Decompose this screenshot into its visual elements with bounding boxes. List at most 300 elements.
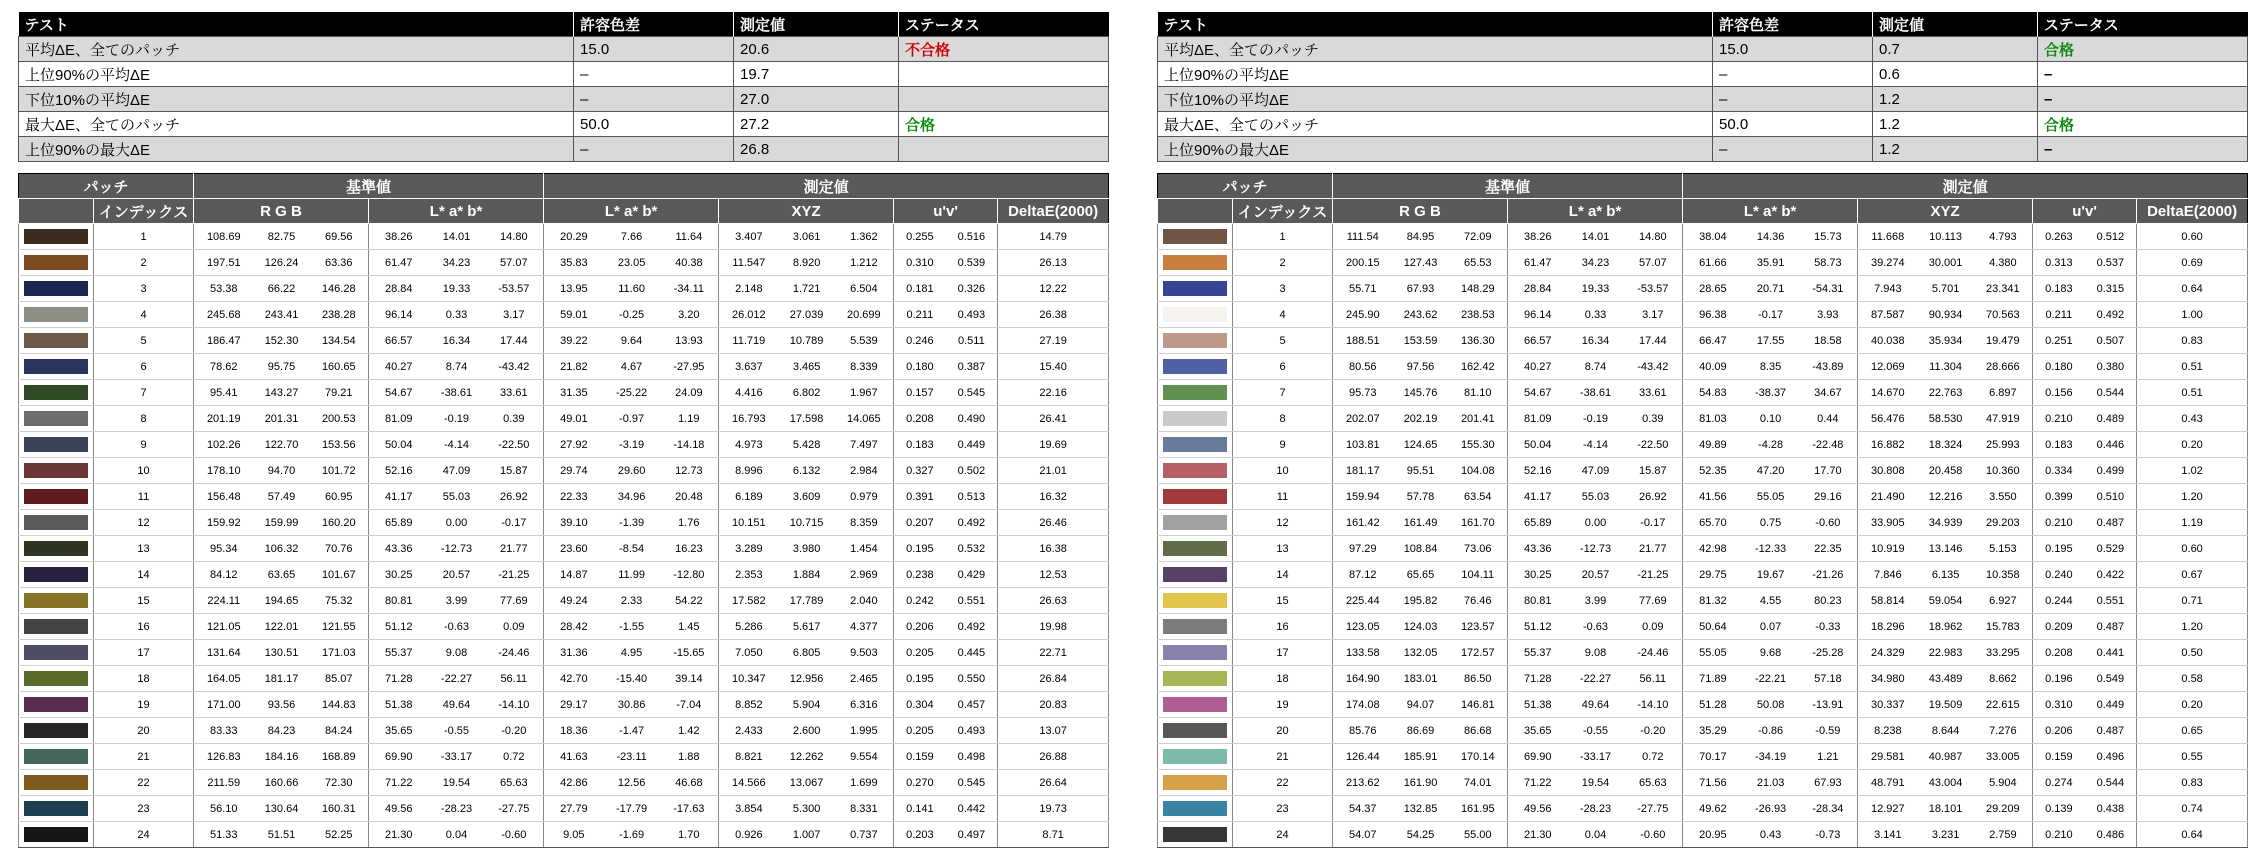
- ref-g: 161.49: [1393, 510, 1449, 536]
- meas-b-star: -0.33: [1799, 614, 1858, 640]
- meas-z: 2.465: [835, 666, 894, 692]
- meas-x: 16.882: [1858, 432, 1918, 458]
- meas-l: 29.17: [544, 692, 604, 718]
- ref-g: 82.75: [254, 224, 310, 250]
- delta-e: 14.79: [998, 224, 1109, 250]
- meas-a: 4.55: [1743, 588, 1799, 614]
- delta-e: 0.58: [2137, 666, 2248, 692]
- patch-header-row-1: [1158, 174, 2248, 199]
- meas-x: 5.286: [719, 614, 779, 640]
- meas-u: 0.304: [894, 692, 946, 718]
- meas-a: -0.25: [604, 302, 660, 328]
- delta-e: 0.20: [2137, 692, 2248, 718]
- meas-u: 0.251: [2033, 328, 2085, 354]
- ref-l: 38.26: [369, 224, 429, 250]
- delta-e: 22.71: [998, 640, 1109, 666]
- patch-row: [19, 588, 1109, 614]
- color-swatch: [1163, 359, 1227, 374]
- meas-a: 12.56: [604, 770, 660, 796]
- meas-a: -1.39: [604, 510, 660, 536]
- meas-l: 71.56: [1683, 770, 1743, 796]
- meas-a: 20.71: [1743, 276, 1799, 302]
- patch-index: 4: [94, 302, 194, 328]
- meas-y: 1.721: [779, 276, 835, 302]
- meas-v: 0.422: [2085, 562, 2137, 588]
- meas-a: -0.97: [604, 406, 660, 432]
- patch-swatch-cell: [1158, 718, 1233, 744]
- ref-g: 95.51: [1393, 458, 1449, 484]
- ref-b-star: -53.57: [1624, 276, 1683, 302]
- meas-y: 35.934: [1918, 328, 1974, 354]
- summary-measured: 1.2: [1873, 137, 2038, 162]
- patch-index: 7: [1233, 380, 1333, 406]
- delta-e: 26.64: [998, 770, 1109, 796]
- ref-r: 164.05: [194, 666, 254, 692]
- header-lab-measured: L* a* b*: [1683, 199, 1858, 224]
- meas-z: 29.209: [1974, 796, 2033, 822]
- meas-x: 10.151: [719, 510, 779, 536]
- meas-y: 12.956: [779, 666, 835, 692]
- summary-row: [19, 137, 1109, 162]
- summary-status: 合格: [2038, 37, 2248, 62]
- meas-l: 22.33: [544, 484, 604, 510]
- patch-index: 14: [94, 562, 194, 588]
- ref-r: 55.71: [1333, 276, 1393, 302]
- meas-a: 34.96: [604, 484, 660, 510]
- delta-e: 19.69: [998, 432, 1109, 458]
- patch-swatch-cell: [1158, 562, 1233, 588]
- patch-row: [1158, 770, 2248, 796]
- patch-row: [1158, 822, 2248, 848]
- ref-b: 160.65: [310, 354, 369, 380]
- ref-r: 54.37: [1333, 796, 1393, 822]
- ref-r: 123.05: [1333, 614, 1393, 640]
- patch-swatch-cell: [19, 484, 94, 510]
- patch-index: 5: [1233, 328, 1333, 354]
- meas-y: 22.983: [1918, 640, 1974, 666]
- patch-index: 22: [1233, 770, 1333, 796]
- meas-v: 0.512: [2085, 224, 2137, 250]
- ref-b-star: -14.10: [1624, 692, 1683, 718]
- ref-l: 51.12: [1508, 614, 1568, 640]
- meas-a: -1.47: [604, 718, 660, 744]
- delta-e: 0.51: [2137, 380, 2248, 406]
- ref-l: 66.57: [369, 328, 429, 354]
- meas-y: 10.789: [779, 328, 835, 354]
- summary-tolerance: –: [1713, 62, 1873, 87]
- ref-b: 72.30: [310, 770, 369, 796]
- patch-row: [19, 328, 1109, 354]
- meas-v: 0.387: [946, 354, 998, 380]
- meas-a: -8.54: [604, 536, 660, 562]
- meas-l: 49.24: [544, 588, 604, 614]
- header-uv: u'v': [2033, 199, 2137, 224]
- ref-g: 243.62: [1393, 302, 1449, 328]
- meas-x: 8.852: [719, 692, 779, 718]
- patch-row: [1158, 224, 2248, 250]
- color-swatch: [24, 281, 88, 296]
- meas-v: 0.487: [2085, 614, 2137, 640]
- meas-b-star: 1.76: [660, 510, 719, 536]
- patch-swatch-cell: [19, 380, 94, 406]
- patch-row: [1158, 744, 2248, 770]
- summary-status: 合格: [2038, 112, 2248, 137]
- patch-swatch-cell: [19, 718, 94, 744]
- ref-r: 224.11: [194, 588, 254, 614]
- meas-u: 0.181: [894, 276, 946, 302]
- ref-r: 201.19: [194, 406, 254, 432]
- meas-l: 59.01: [544, 302, 604, 328]
- ref-g: 194.65: [254, 588, 310, 614]
- meas-u: 0.210: [2033, 406, 2085, 432]
- summary-tolerance: 15.0: [1713, 37, 1873, 62]
- meas-l: 50.64: [1683, 614, 1743, 640]
- ref-a: -12.73: [1568, 536, 1624, 562]
- meas-y: 5.617: [779, 614, 835, 640]
- meas-b-star: -17.63: [660, 796, 719, 822]
- ref-l: 51.38: [1508, 692, 1568, 718]
- ref-b: 121.55: [310, 614, 369, 640]
- patch-swatch-cell: [1158, 380, 1233, 406]
- summary-row: [19, 62, 1109, 87]
- meas-y: 90.934: [1918, 302, 1974, 328]
- meas-x: 7.050: [719, 640, 779, 666]
- meas-b-star: -22.48: [1799, 432, 1858, 458]
- ref-l: 61.47: [1508, 250, 1568, 276]
- color-swatch: [24, 515, 88, 530]
- meas-z: 8.359: [835, 510, 894, 536]
- summary-table: [18, 12, 1109, 162]
- ref-l: 51.12: [369, 614, 429, 640]
- meas-b-star: 16.23: [660, 536, 719, 562]
- patch-swatch-cell: [1158, 510, 1233, 536]
- ref-a: 55.03: [429, 484, 485, 510]
- delta-e: 12.22: [998, 276, 1109, 302]
- ref-b-star: -43.42: [485, 354, 544, 380]
- ref-a: -0.63: [429, 614, 485, 640]
- meas-b-star: 34.67: [1799, 380, 1858, 406]
- ref-g: 94.70: [254, 458, 310, 484]
- patch-swatch-cell: [19, 354, 94, 380]
- ref-g: 63.65: [254, 562, 310, 588]
- ref-b-star: -53.57: [485, 276, 544, 302]
- color-swatch: [1163, 541, 1227, 556]
- patch-index: 15: [94, 588, 194, 614]
- meas-y: 10.113: [1918, 224, 1974, 250]
- ref-b: 101.72: [310, 458, 369, 484]
- ref-b-star: 77.69: [485, 588, 544, 614]
- left-report-panel: [18, 12, 1108, 848]
- meas-u: 0.399: [2033, 484, 2085, 510]
- meas-y: 6.132: [779, 458, 835, 484]
- meas-u: 0.313: [2033, 250, 2085, 276]
- ref-r: 87.12: [1333, 562, 1393, 588]
- summary-test: 最大ΔE、全てのパッチ: [19, 112, 574, 137]
- meas-x: 16.793: [719, 406, 779, 432]
- meas-b-star: 22.35: [1799, 536, 1858, 562]
- delta-e: 0.71: [2137, 588, 2248, 614]
- meas-x: 0.926: [719, 822, 779, 848]
- meas-z: 6.504: [835, 276, 894, 302]
- color-swatch: [1163, 333, 1227, 348]
- patch-row: [1158, 276, 2248, 302]
- color-swatch: [1163, 827, 1227, 842]
- patch-index: 12: [1233, 510, 1333, 536]
- color-swatch: [24, 463, 88, 478]
- meas-y: 2.600: [779, 718, 835, 744]
- meas-x: 8.821: [719, 744, 779, 770]
- meas-z: 6.897: [1974, 380, 2033, 406]
- meas-a: 35.91: [1743, 250, 1799, 276]
- ref-b-star: 21.77: [485, 536, 544, 562]
- summary-header-status: ステータス: [899, 12, 1109, 37]
- meas-a: 14.36: [1743, 224, 1799, 250]
- meas-u: 0.334: [2033, 458, 2085, 484]
- color-swatch: [1163, 437, 1227, 452]
- patch-index: 16: [1233, 614, 1333, 640]
- meas-y: 34.939: [1918, 510, 1974, 536]
- patch-row: [1158, 666, 2248, 692]
- patch-row: [19, 380, 1109, 406]
- meas-b-star: 1.45: [660, 614, 719, 640]
- summary-header-test: テスト: [1158, 12, 1713, 37]
- meas-x: 87.587: [1858, 302, 1918, 328]
- meas-l: 55.05: [1683, 640, 1743, 666]
- color-swatch: [1163, 229, 1227, 244]
- header-measured: 測定値: [1683, 174, 2248, 199]
- meas-b-star: -0.60: [1799, 510, 1858, 536]
- ref-a: 49.64: [1568, 692, 1624, 718]
- meas-b-star: -28.34: [1799, 796, 1858, 822]
- ref-b-star: 0.72: [1624, 744, 1683, 770]
- patch-row: [1158, 588, 2248, 614]
- color-swatch: [24, 749, 88, 764]
- ref-b: 104.08: [1449, 458, 1508, 484]
- meas-y: 3.465: [779, 354, 835, 380]
- meas-y: 3.609: [779, 484, 835, 510]
- ref-g: 93.56: [254, 692, 310, 718]
- color-swatch: [24, 307, 88, 322]
- patch-row: [19, 666, 1109, 692]
- meas-u: 0.263: [2033, 224, 2085, 250]
- patch-swatch-cell: [19, 302, 94, 328]
- summary-header-measured: 測定値: [1873, 12, 2038, 37]
- meas-l: 54.83: [1683, 380, 1743, 406]
- ref-b-star: 57.07: [485, 250, 544, 276]
- meas-u: 0.183: [894, 432, 946, 458]
- ref-r: 126.83: [194, 744, 254, 770]
- ref-g: 57.49: [254, 484, 310, 510]
- ref-g: 86.69: [1393, 718, 1449, 744]
- meas-l: 21.82: [544, 354, 604, 380]
- meas-u: 0.210: [2033, 510, 2085, 536]
- color-swatch: [1163, 671, 1227, 686]
- meas-v: 0.507: [2085, 328, 2137, 354]
- patch-row: [19, 562, 1109, 588]
- patch-header-row-2: [1158, 199, 2248, 224]
- meas-y: 5.300: [779, 796, 835, 822]
- meas-b-star: -15.65: [660, 640, 719, 666]
- meas-u: 0.206: [2033, 718, 2085, 744]
- ref-r: 188.51: [1333, 328, 1393, 354]
- ref-b: 201.41: [1449, 406, 1508, 432]
- ref-a: 14.01: [1568, 224, 1624, 250]
- meas-y: 5.701: [1918, 276, 1974, 302]
- ref-b-star: -22.50: [485, 432, 544, 458]
- patch-swatch-cell: [19, 406, 94, 432]
- ref-a: -28.23: [1568, 796, 1624, 822]
- summary-status: –: [2038, 137, 2248, 162]
- meas-l: 41.63: [544, 744, 604, 770]
- ref-a: -33.17: [1568, 744, 1624, 770]
- ref-l: 43.36: [369, 536, 429, 562]
- meas-x: 33.905: [1858, 510, 1918, 536]
- ref-g: 132.05: [1393, 640, 1449, 666]
- meas-b-star: 39.14: [660, 666, 719, 692]
- ref-l: 96.14: [369, 302, 429, 328]
- meas-z: 1.995: [835, 718, 894, 744]
- delta-e: 26.46: [998, 510, 1109, 536]
- meas-z: 2.759: [1974, 822, 2033, 848]
- meas-y: 40.987: [1918, 744, 1974, 770]
- color-swatch: [24, 437, 88, 452]
- meas-y: 8.920: [779, 250, 835, 276]
- meas-v: 0.489: [2085, 406, 2137, 432]
- meas-b-star: 40.38: [660, 250, 719, 276]
- meas-x: 29.581: [1858, 744, 1918, 770]
- patch-swatch-cell: [1158, 822, 1233, 848]
- meas-l: 52.35: [1683, 458, 1743, 484]
- patch-swatch-cell: [1158, 224, 1233, 250]
- meas-x: 18.296: [1858, 614, 1918, 640]
- meas-u: 0.211: [2033, 302, 2085, 328]
- summary-tolerance: 50.0: [574, 112, 734, 137]
- meas-a: 9.68: [1743, 640, 1799, 666]
- patch-row: [1158, 380, 2248, 406]
- patch-index: 11: [1233, 484, 1333, 510]
- patch-table: [18, 173, 1109, 848]
- meas-a: -4.28: [1743, 432, 1799, 458]
- ref-l: 30.25: [1508, 562, 1568, 588]
- ref-l: 80.81: [1508, 588, 1568, 614]
- patch-row: [19, 692, 1109, 718]
- patch-swatch-cell: [19, 250, 94, 276]
- delta-e: 12.53: [998, 562, 1109, 588]
- meas-l: 42.70: [544, 666, 604, 692]
- ref-l: 96.14: [1508, 302, 1568, 328]
- summary-test: 下位10%の平均ΔE: [1158, 87, 1713, 112]
- ref-a: 0.04: [429, 822, 485, 848]
- ref-b: 136.30: [1449, 328, 1508, 354]
- patch-row: [1158, 458, 2248, 484]
- ref-a: -33.17: [429, 744, 485, 770]
- summary-measured: 27.2: [734, 112, 899, 137]
- ref-a: 8.74: [1568, 354, 1624, 380]
- ref-r: 174.08: [1333, 692, 1393, 718]
- ref-b-star: -24.46: [1624, 640, 1683, 666]
- meas-z: 47.919: [1974, 406, 2033, 432]
- meas-v: 0.539: [946, 250, 998, 276]
- patch-index: 3: [1233, 276, 1333, 302]
- patch-swatch-cell: [1158, 276, 1233, 302]
- meas-u: 0.139: [2033, 796, 2085, 822]
- header-uv: u'v': [894, 199, 998, 224]
- meas-a: 0.75: [1743, 510, 1799, 536]
- meas-l: 51.28: [1683, 692, 1743, 718]
- meas-y: 13.067: [779, 770, 835, 796]
- ref-b: 144.83: [310, 692, 369, 718]
- meas-u: 0.310: [894, 250, 946, 276]
- meas-b-star: 29.16: [1799, 484, 1858, 510]
- patch-index: 23: [94, 796, 194, 822]
- ref-g: 84.23: [254, 718, 310, 744]
- delta-e: 27.19: [998, 328, 1109, 354]
- meas-z: 8.331: [835, 796, 894, 822]
- meas-x: 4.416: [719, 380, 779, 406]
- ref-a: 55.03: [1568, 484, 1624, 510]
- meas-a: 4.67: [604, 354, 660, 380]
- meas-v: 0.545: [946, 770, 998, 796]
- delta-e: 0.51: [2137, 354, 2248, 380]
- header-reference: 基準値: [194, 174, 544, 199]
- patch-swatch-cell: [19, 744, 94, 770]
- meas-x: 4.973: [719, 432, 779, 458]
- meas-u: 0.157: [894, 380, 946, 406]
- delta-e: 16.38: [998, 536, 1109, 562]
- ref-a: 47.09: [1568, 458, 1624, 484]
- meas-z: 6.316: [835, 692, 894, 718]
- ref-b: 81.10: [1449, 380, 1508, 406]
- ref-a: 3.99: [1568, 588, 1624, 614]
- ref-g: 160.66: [254, 770, 310, 796]
- ref-g: 130.64: [254, 796, 310, 822]
- meas-x: 3.637: [719, 354, 779, 380]
- summary-test: 上位90%の最大ΔE: [19, 137, 574, 162]
- color-swatch: [1163, 255, 1227, 270]
- summary-row: [1158, 137, 2248, 162]
- ref-b: 155.30: [1449, 432, 1508, 458]
- ref-a: 49.64: [429, 692, 485, 718]
- patch-row: [1158, 328, 2248, 354]
- ref-a: -0.55: [1568, 718, 1624, 744]
- meas-u: 0.141: [894, 796, 946, 822]
- ref-a: 16.34: [1568, 328, 1624, 354]
- ref-a: 19.54: [429, 770, 485, 796]
- meas-v: 0.496: [2085, 744, 2137, 770]
- meas-x: 12.069: [1858, 354, 1918, 380]
- meas-y: 1.007: [779, 822, 835, 848]
- meas-v: 0.492: [946, 614, 998, 640]
- meas-z: 6.927: [1974, 588, 2033, 614]
- ref-g: 184.16: [254, 744, 310, 770]
- patch-index: 1: [94, 224, 194, 250]
- patch-swatch-cell: [1158, 666, 1233, 692]
- ref-r: 53.38: [194, 276, 254, 302]
- delta-e: 0.74: [2137, 796, 2248, 822]
- color-swatch: [24, 671, 88, 686]
- ref-g: 201.31: [254, 406, 310, 432]
- ref-r: 200.15: [1333, 250, 1393, 276]
- patch-row: [19, 354, 1109, 380]
- meas-v: 0.499: [2085, 458, 2137, 484]
- header-reference: 基準値: [1333, 174, 1683, 199]
- meas-a: 50.08: [1743, 692, 1799, 718]
- ref-l: 69.90: [1508, 744, 1568, 770]
- meas-l: 35.83: [544, 250, 604, 276]
- meas-b-star: 46.68: [660, 770, 719, 796]
- meas-y: 17.598: [779, 406, 835, 432]
- meas-x: 10.919: [1858, 536, 1918, 562]
